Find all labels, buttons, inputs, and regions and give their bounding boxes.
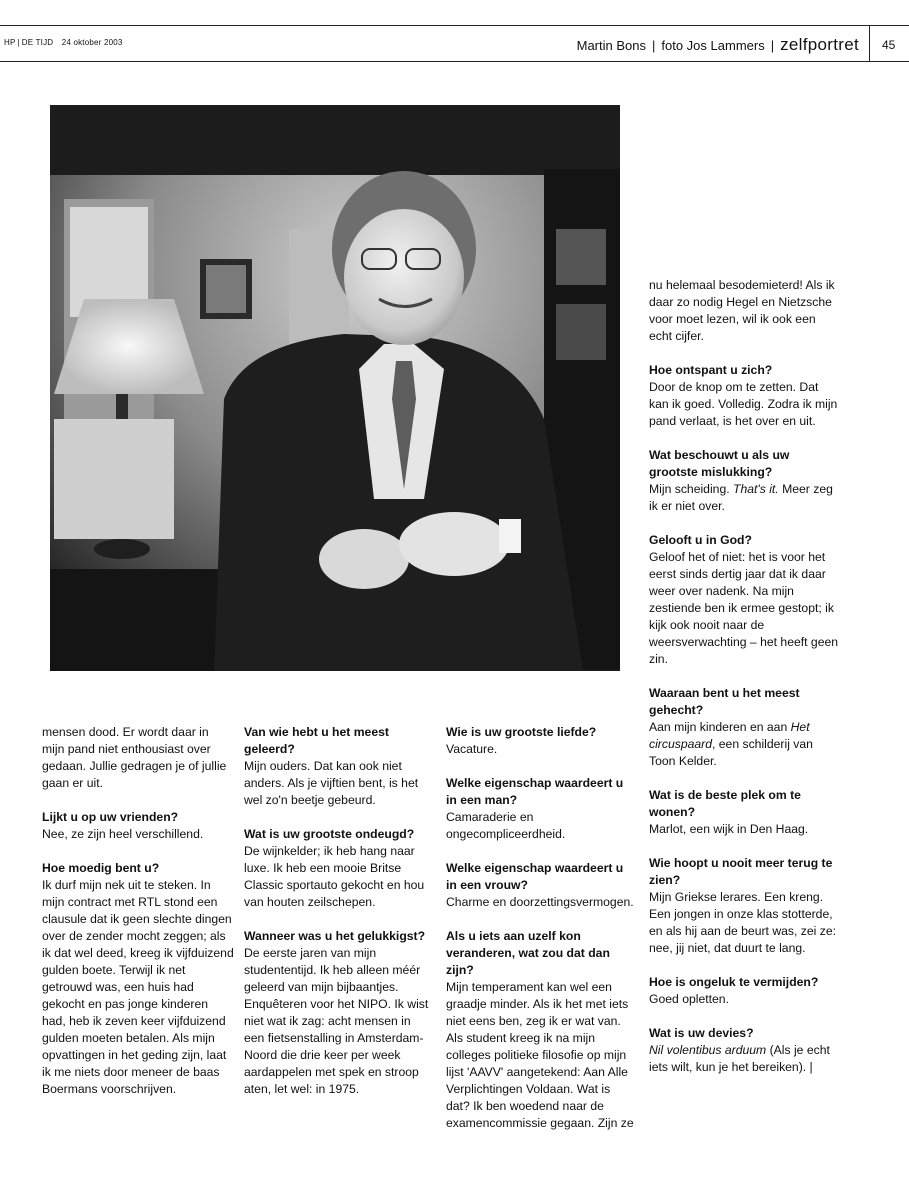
question-heading: Wat is uw grootste ondeugd? — [244, 827, 415, 841]
portrait-photo — [44, 99, 626, 677]
answer-text: Mijn ouders. Dat kan ook niet anders. Als je vijftien bent, is het wel zo'n beetje gebeurd. — [244, 759, 419, 807]
page-number: 45 — [882, 38, 896, 52]
question-heading: Wat is de beste plek om te wonen? — [649, 788, 801, 819]
answer-text: Mijn temperament kan wel een graadje minder. Als ik het met iets niet eens ben, zeg ik er wat van. Als student kreeg ik na mijn colleges politieke filosofie op mijn lijst 'AAVV' aangetekend: Aan Alle Verplichtingen Voldaan. Wat is dat? Ik ben woedend naar de examencommissie gegaan. Zijn ze — [446, 980, 634, 1130]
question-heading: Hoe moedig bent u? — [42, 861, 160, 875]
answer-text: Ik durf mijn nek uit te steken. In mijn contract met RTL stond een clausule dat ik geen slechte dingen over de zender mocht zeggen; als ik dat wel deed, kreeg ik vijfduizend gulden boete. Terwijl ik net getrouwd was, een huis had gekocht en pas jonge kinderen had, heb ik zeven keer vijfduizend gulden moeten betalen. Als mijn opvattingen in het geding zijn, laat ik me niets door meneer de baas Boermans voorschrijven. — [42, 878, 234, 1096]
question-heading: Wat beschouwt u als uw grootste mislukking? — [649, 448, 790, 479]
text-column-1 — [42, 724, 234, 1115]
section-rubric: zelfportret — [780, 35, 859, 54]
answer-text: Geloof het of niet: het is voor het eerst sinds dertig jaar dat ik daar weer over nadenk. Na mijn zestiende ben ik ermee gestopt; ik kijk ook nooit naar de weersverwachting – het heeft geen zin. — [649, 550, 839, 666]
question-heading: Welke eigenschap waardeert u in een man? — [446, 776, 624, 807]
answer-text: Goed opletten. — [649, 992, 729, 1006]
motto-latin: Nil volentibus arduum — [649, 1043, 767, 1057]
question-heading: Als u iets aan uzelf kon veranderen, wat zou dat dan zijn? — [446, 929, 610, 977]
header-page-separator — [869, 25, 870, 62]
answer-text: De wijnkelder; ik heb hang naar luxe. Ik heb een mooie Britse Classic sportauto gekocht en hou van houten zeilschepen. — [244, 844, 425, 909]
question-heading: Wie is uw grootste liefde? — [446, 725, 597, 739]
answer-text — [649, 481, 839, 515]
answer-text-part: , een schilderij van Toon Kelder. — [649, 737, 813, 768]
answer-text — [649, 719, 839, 770]
question-heading: Welke eigenschap waardeert u in een vrouw? — [446, 861, 624, 892]
answer-italic: That's it. — [733, 482, 779, 496]
answer-text-part: Mijn scheiding. — [649, 482, 733, 496]
text-column-2 — [244, 724, 434, 1115]
magazine-separator: | — [17, 38, 20, 47]
answer-text: Marlot, een wijk in Den Haag. — [649, 822, 809, 836]
author-name: Martin Bons — [576, 38, 646, 53]
header-rule-top — [0, 25, 909, 26]
end-mark: | — [809, 1060, 813, 1074]
credit-separator-2: | — [770, 38, 775, 53]
painting-title: Het circuspaard — [649, 720, 810, 751]
answer-text: Vacature. — [446, 742, 498, 756]
answer-text-part: (Als je echt iets wilt, kun je het bereiken). — [649, 1043, 830, 1074]
answer-text: Nee, ze zijn heel verschillend. — [42, 827, 204, 841]
question-heading: Van wie hebt u het meest geleerd? — [244, 725, 389, 756]
question-heading: Hoe is ongeluk te vermijden? — [649, 975, 819, 989]
answer-text-part: Aan mijn kinderen en aan — [649, 720, 791, 734]
issue-date: 24 oktober 2003 — [61, 38, 123, 47]
header-rule-bottom — [0, 61, 909, 62]
question-heading: Wanneer was u het gelukkigst? — [244, 929, 426, 943]
answer-text: Mijn Griekse lerares. Een kreng. Een jongen in onze klas stotterde, en als hij aan de beurt was, zei ze: nee, jij niet, dat duurt te lang. — [649, 890, 836, 955]
photo-credit: foto Jos Lammers — [661, 38, 765, 53]
question-heading: Gelooft u in God? — [649, 533, 752, 547]
portrait-illustration — [44, 99, 626, 677]
magazine-hp: HP — [4, 38, 16, 47]
text-column-4 — [649, 277, 839, 1093]
magazine-masthead — [4, 38, 123, 47]
question-heading: Lijkt u op uw vrienden? — [42, 810, 179, 824]
question-heading: Waaraan bent u het meest gehecht? — [649, 686, 800, 717]
answer-text: De eerste jaren van mijn studententijd. Ik heb alleen méér geleerd van mijn bijbaantjes. Enquêteren voor het NIPO. Ik wist niet wat ik zag: acht mensen in een fietsenstalling in Amsterdam-Noord die drie keer per week aardappelen met spek en stroop aten, let wel: in 1975. — [244, 946, 429, 1096]
answer-text — [649, 1042, 839, 1076]
answer-text: Door de knop om te zetten. Dat kan ik goed. Volledig. Zodra ik mijn pand verlaat, is het over en uit. — [649, 380, 838, 428]
question-heading: Wie hoopt u nooit meer terug te zien? — [649, 856, 833, 887]
answer-text: mensen dood. Er wordt daar in mijn pand niet enthousiast over gedaan. Jullie gedragen je of jullie gaan er uit. — [42, 725, 227, 790]
answer-text-part: Meer zeg ik er niet over. — [649, 482, 833, 513]
answer-text: Camaraderie en ongecompliceerdheid. — [446, 810, 566, 841]
header-credits — [577, 35, 859, 55]
text-column-3 — [446, 724, 636, 1149]
answer-text: nu helemaal besodemieterd! Als ik daar zo nodig Hegel en Nietzsche voor moet lezen, wil ik ook een echt cijfer. — [649, 278, 835, 343]
magazine-detijd: DE TIJD — [21, 38, 54, 47]
credit-separator-1: | — [652, 38, 656, 53]
question-heading: Hoe ontspant u zich? — [649, 363, 773, 377]
question-heading: Wat is uw devies? — [649, 1026, 754, 1040]
answer-text: Charme en doorzettingsvermogen. — [446, 895, 634, 909]
